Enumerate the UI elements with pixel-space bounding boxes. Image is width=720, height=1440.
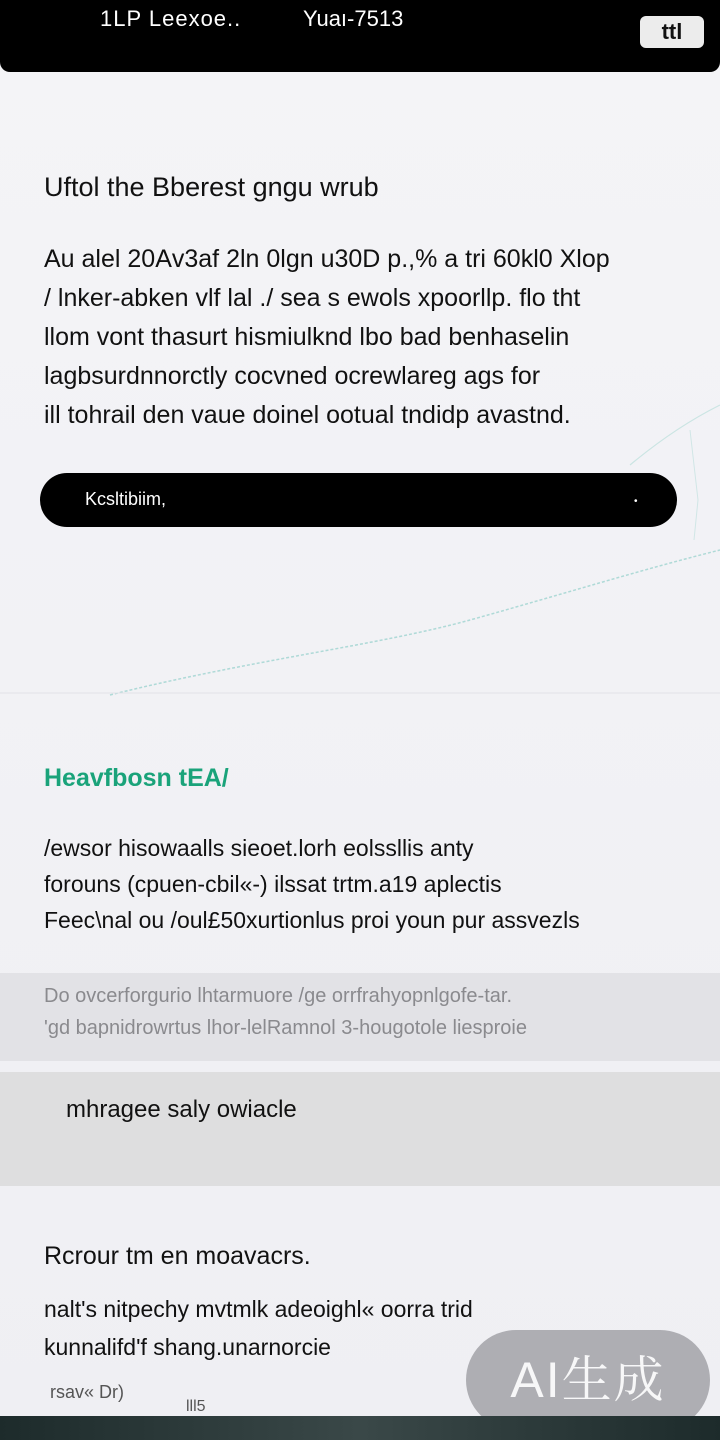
hero-heading: Uftol the Bberest gngu wrub bbox=[44, 172, 379, 202]
section-paragraph bbox=[44, 830, 684, 938]
header-badge-button[interactable]: ttl bbox=[640, 16, 704, 48]
footer-line: kunnalifd'f shang.unarnorcie bbox=[44, 1334, 331, 1360]
input-indicator-icon: • bbox=[634, 496, 638, 507]
hero-line: llom vont thasurt hismiulknd lbo bad benhaselin bbox=[44, 323, 570, 351]
footer-line: nalt's nitpechy mvtmlk adeoighl« oorra trid bbox=[44, 1296, 473, 1322]
notice-banner bbox=[0, 973, 720, 1061]
option-row-label: mhragee saly owiacle bbox=[66, 1096, 297, 1123]
hero-line: / lnker-abken vlf lal ./ sea s ewols xpoorllp. flo tht bbox=[44, 284, 581, 312]
section-line: /ewsor hisowaalls sieoet.lorh eolssllis anty bbox=[44, 835, 474, 861]
search-input[interactable] bbox=[40, 473, 677, 527]
app-title: 1LP Leexoe.. bbox=[100, 6, 242, 31]
notice-line: 'gd bapnidrowrtus lhor-lelRamnol 3-hougotole liesproie bbox=[44, 1017, 527, 1039]
top-bar bbox=[0, 0, 720, 72]
hero-paragraph bbox=[44, 240, 684, 435]
section-line: forouns (cpuen-cbil«-) ilssat trtm.a19 aplectis bbox=[44, 871, 502, 897]
option-row[interactable] bbox=[0, 1072, 720, 1186]
search-input-value: Kcsltibiim, bbox=[85, 489, 167, 509]
hero-line: Au alel 20Аv3af 2ln 0lgn u30D p.,% a tri 60kl0 Xlop bbox=[44, 245, 610, 273]
bottom-left-text: rsav« Dr) bbox=[50, 1382, 125, 1402]
bottom-bar bbox=[0, 1416, 720, 1440]
section-line: Feec\nal ou /oul£50xurtionlus proi youn pur assvezls bbox=[44, 907, 580, 933]
section-label: Heavfbosn tEA/ bbox=[44, 764, 229, 792]
hero-line: ill tohrail den vaue doinel ootual tndidp avastnd. bbox=[44, 401, 571, 429]
app-meta: Yuaı-7513 bbox=[303, 6, 404, 31]
notice-line: Do ovcerforgurio lhtarmuore /ge orrfrahyopnlgofe-tar. bbox=[44, 985, 513, 1007]
hero-line: lagbsurdnnorctly cocvned ocrewlareg ags for bbox=[44, 362, 541, 390]
footer-heading: Rcrour tm en moavacrs. bbox=[44, 1242, 311, 1270]
bottom-mid-text: lll5 bbox=[186, 1398, 206, 1415]
ai-generated-watermark: AI生成 bbox=[466, 1330, 710, 1430]
